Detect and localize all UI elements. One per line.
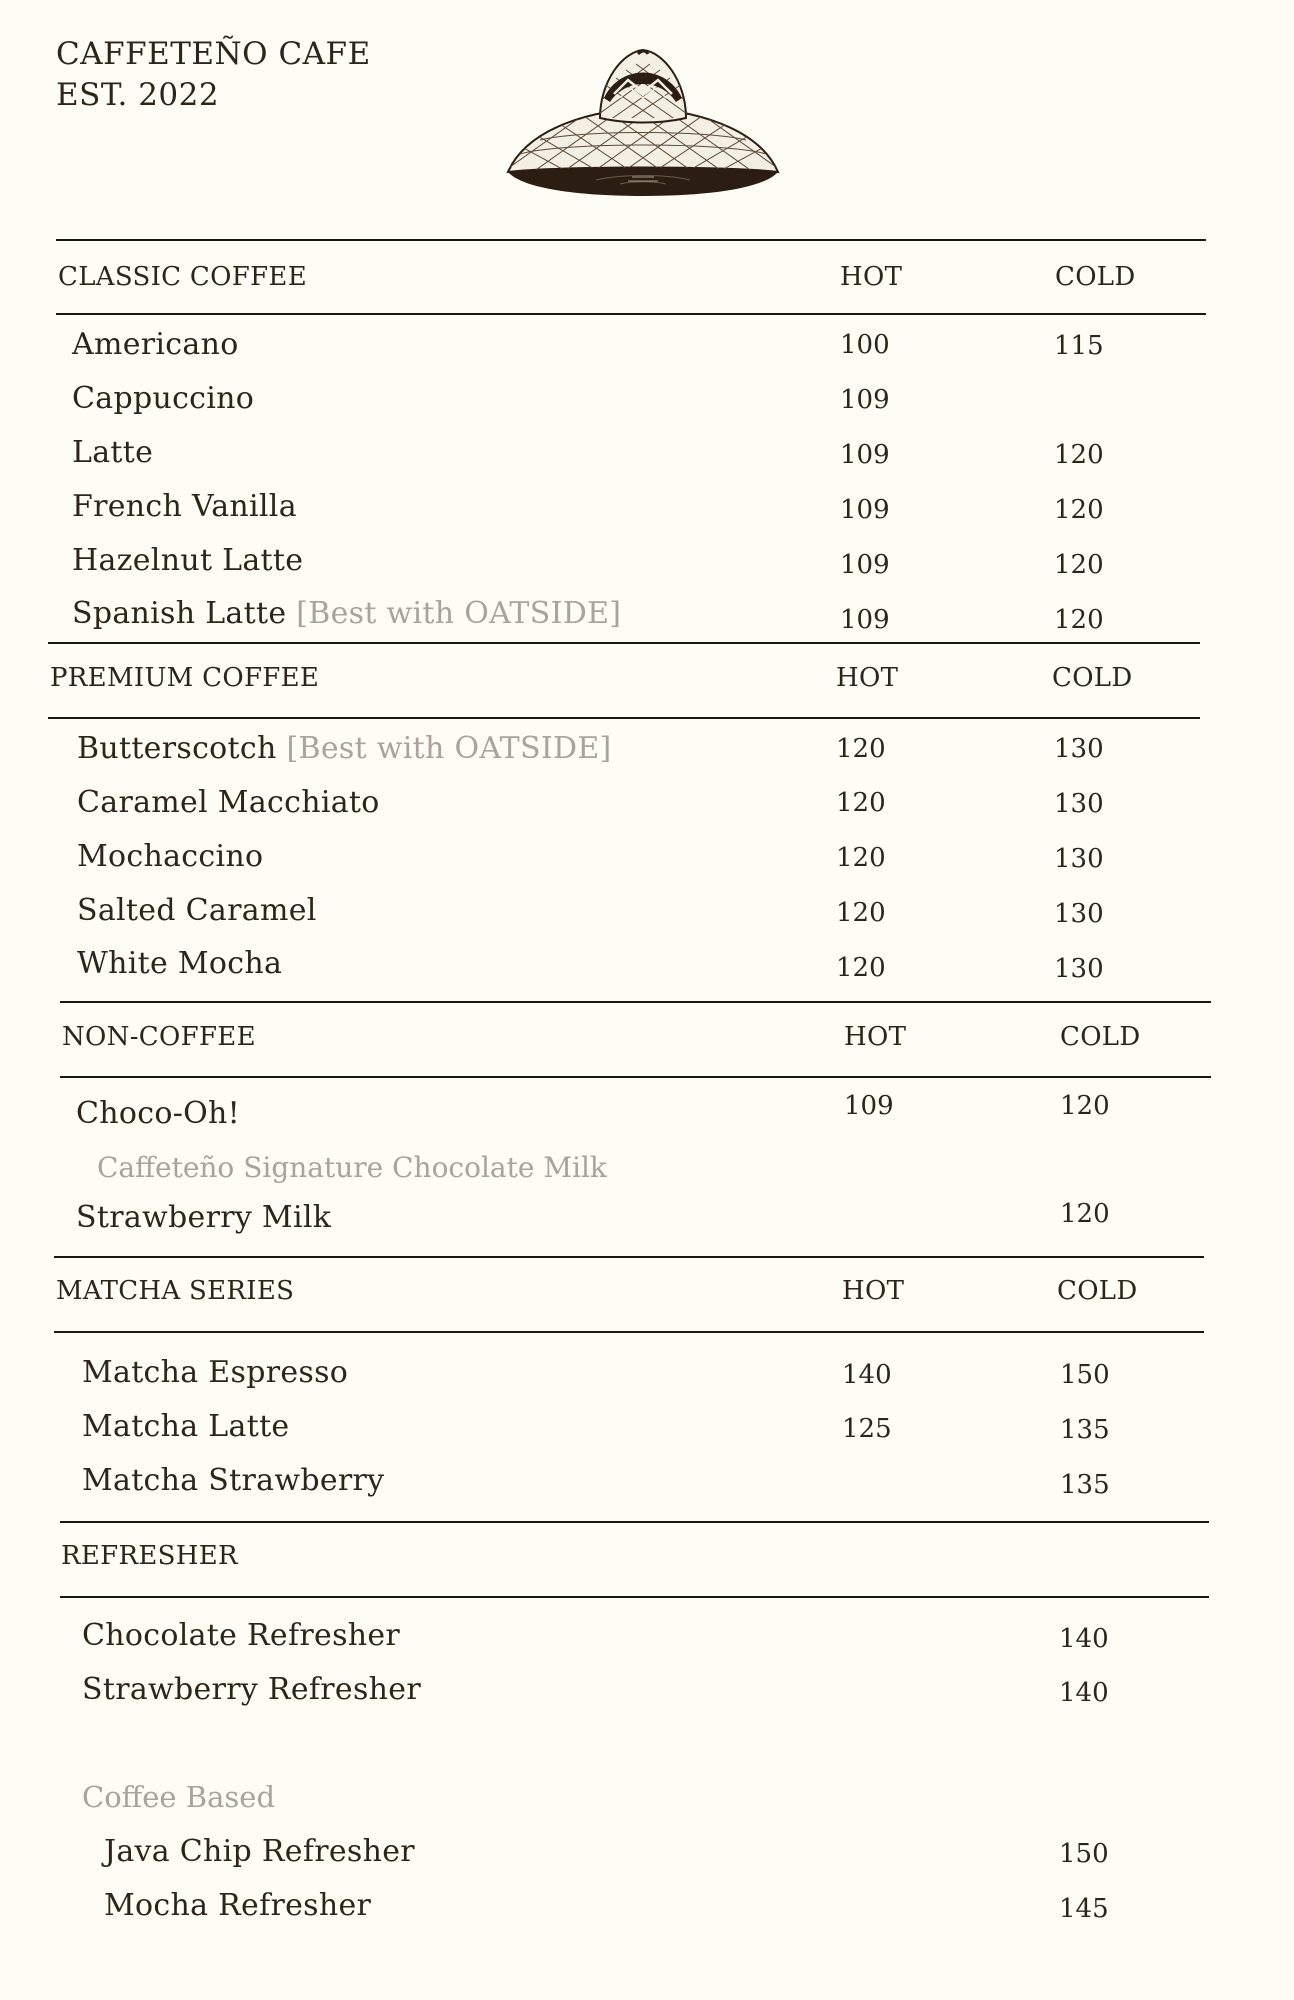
price-hot: 120 <box>836 788 886 818</box>
established-year: EST. 2022 <box>56 77 220 113</box>
price-hot: 100 <box>840 330 890 360</box>
cafe-name: CAFFETEÑO CAFE <box>56 36 371 72</box>
divider <box>60 1076 1211 1078</box>
column-header-hot: HOT <box>842 1276 905 1306</box>
section-title-classic-coffee: CLASSIC COFFEE <box>58 262 307 292</box>
oatside-note: [Best with OATSIDE] <box>296 596 622 631</box>
menu-item-name: Chocolate Refresher <box>82 1618 401 1653</box>
price-cold: 130 <box>1054 954 1104 984</box>
price-cold: 130 <box>1054 789 1104 819</box>
divider <box>60 1521 1209 1523</box>
section-title-matcha-series: MATCHA SERIES <box>56 1276 295 1306</box>
price-cold: 120 <box>1054 495 1104 525</box>
column-header-cold: COLD <box>1052 663 1133 693</box>
price-cold: 140 <box>1059 1624 1109 1654</box>
price-hot: 109 <box>840 495 890 525</box>
menu-item-name: Latte <box>72 435 154 470</box>
price-cold: 150 <box>1059 1839 1109 1869</box>
price-cold: 120 <box>1054 605 1104 635</box>
menu-item-name: Hazelnut Latte <box>72 543 304 578</box>
divider <box>48 717 1200 719</box>
divider <box>60 1001 1211 1003</box>
menu-item-name: Java Chip Refresher <box>104 1834 415 1869</box>
menu-item-name: Mocha Refresher <box>104 1888 372 1923</box>
section-title-non-coffee: NON-COFFEE <box>62 1022 256 1052</box>
column-header-hot: HOT <box>844 1022 907 1052</box>
column-header-hot: HOT <box>840 262 903 292</box>
price-hot: 125 <box>842 1414 892 1444</box>
menu-item-name <box>72 597 621 631</box>
price-cold: 120 <box>1054 550 1104 580</box>
price-cold: 120 <box>1060 1199 1110 1229</box>
price-cold: 150 <box>1060 1360 1110 1390</box>
divider <box>56 313 1206 315</box>
price-hot: 120 <box>836 953 886 983</box>
oatside-note: [Best with OATSIDE] <box>286 731 612 766</box>
price-hot: 109 <box>844 1091 894 1121</box>
menu-item-name: Strawberry Refresher <box>82 1672 421 1707</box>
price-cold: 135 <box>1060 1470 1110 1500</box>
menu-item-name: Americano <box>72 327 239 362</box>
price-hot: 120 <box>836 734 886 764</box>
menu-item-name <box>77 732 612 766</box>
column-header-hot: HOT <box>836 663 899 693</box>
item-name-text: Spanish Latte <box>72 596 287 631</box>
price-hot: 140 <box>842 1360 892 1390</box>
menu-item-name: Caramel Macchiato <box>77 785 380 820</box>
item-name-text: Butterscotch <box>77 731 277 766</box>
column-header-cold: COLD <box>1057 1276 1138 1306</box>
menu-item-name: Choco-Oh! <box>76 1096 241 1131</box>
menu-item-name: Strawberry Milk <box>76 1200 332 1235</box>
column-header-cold: COLD <box>1055 262 1136 292</box>
price-hot: 109 <box>840 550 890 580</box>
price-cold: 120 <box>1054 440 1104 470</box>
menu-item-name: French Vanilla <box>72 489 297 524</box>
section-title-refresher: REFRESHER <box>61 1541 238 1571</box>
price-hot: 109 <box>840 440 890 470</box>
price-cold: 130 <box>1054 899 1104 929</box>
menu-item-name: Matcha Strawberry <box>82 1463 385 1498</box>
price-cold: 140 <box>1059 1678 1109 1708</box>
divider <box>54 1331 1204 1333</box>
menu-item-name: White Mocha <box>77 946 283 981</box>
menu-item-name: Matcha Espresso <box>82 1355 349 1390</box>
menu-item-name: Mochaccino <box>77 839 264 874</box>
menu-item-name: Cappuccino <box>72 381 255 416</box>
cafe-brand <box>56 34 371 116</box>
price-hot: 109 <box>840 605 890 635</box>
section-title-premium-coffee: PREMIUM COFFEE <box>50 663 320 693</box>
price-cold: 130 <box>1054 844 1104 874</box>
price-hot: 120 <box>836 898 886 928</box>
price-cold: 120 <box>1060 1091 1110 1121</box>
divider <box>48 642 1200 644</box>
price-cold: 115 <box>1054 331 1104 361</box>
price-cold: 145 <box>1059 1894 1109 1924</box>
divider <box>60 1596 1209 1598</box>
price-cold: 130 <box>1054 734 1104 764</box>
menu-item-name: Matcha Latte <box>82 1409 290 1444</box>
menu-item-name: Salted Caramel <box>77 893 317 928</box>
column-header-cold: COLD <box>1060 1022 1141 1052</box>
divider <box>54 1256 1204 1258</box>
sombrero-hat-icon <box>500 44 786 200</box>
divider <box>56 239 1206 241</box>
price-hot: 109 <box>840 385 890 415</box>
price-cold: 135 <box>1060 1415 1110 1445</box>
item-description: Caffeteño Signature Chocolate Milk <box>97 1151 607 1184</box>
price-hot: 120 <box>836 843 886 873</box>
subgroup-title: Coffee Based <box>82 1780 276 1814</box>
